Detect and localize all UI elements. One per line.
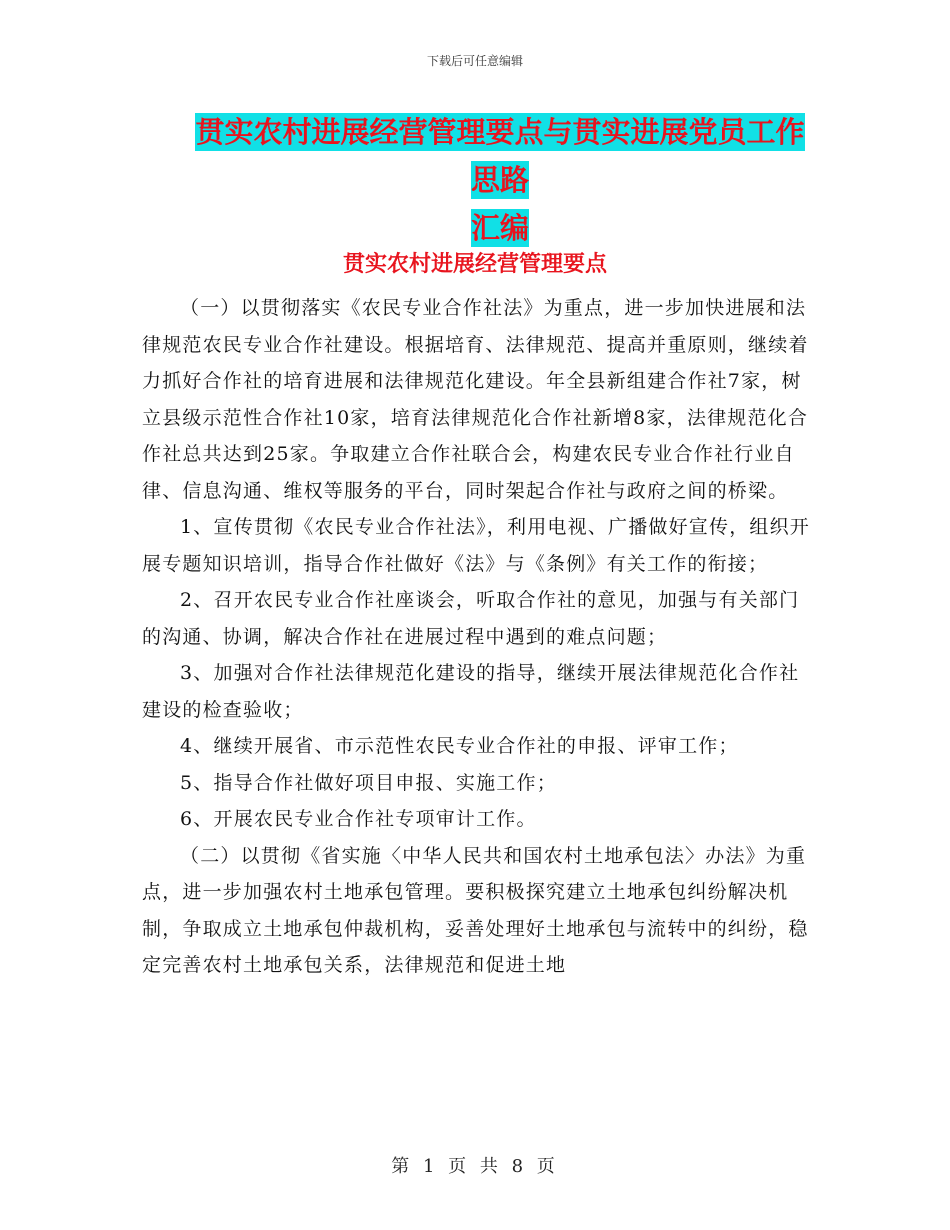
- page-footer: 第 1 页 共 8 页: [391, 1156, 559, 1177]
- document-body: [142, 290, 810, 984]
- paragraph: 1、宣传贯彻《农民专业合作社法》，利用电视、广播做好宣传，组织开展专题知识培训，指导合作社做好《法》与《条例》有关工作的衔接；: [142, 516, 810, 575]
- title-line-2: 汇编: [470, 211, 529, 245]
- page-header-note: 下载后可任意编辑: [426, 54, 523, 68]
- paragraph: （二）以贯彻《省实施〈中华人民共和国农村土地承包法〉办法》为重点，进一步加强农村土地承包管理。要积极探究建立土地承包纠纷解决机制，争取成立土地承包仲裁机构，妥善处理好土地承包与流转中的纠纷，稳定完善农村土地承包关系，法律规范和促进土地: [142, 844, 809, 976]
- paragraph: 2、召开农民专业合作社座谈会，听取合作社的意见，加强与有关部门的沟通、协调，解决合作社在进展过程中遇到的难点问题；: [142, 589, 800, 648]
- paragraph: 5、指导合作社做好项目申报、实施工作；: [180, 771, 557, 794]
- section-title: 贯实农村进展经营管理要点: [342, 252, 607, 277]
- paragraph: 3、加强对合作社法律规范化建设的指导，继续开展法律规范化合作社建设的检查验收；: [142, 662, 800, 721]
- paragraph: 4、继续开展省、市示范性农民专业合作社的申报、评审工作；: [180, 735, 739, 757]
- title-line-1: 贯实农村进展经营管理要点与贯实进展党员工作思路: [195, 115, 805, 197]
- paragraph: 6、开展农民专业合作社专项审计工作。: [180, 808, 537, 830]
- paragraph: （一）以贯彻落实《农民专业合作社法》为重点，进一步加快进展和法律规范农民专业合作社建设。根据培育、法律规范、提高并重原则，继续着力抓好合作社的培育进展和法律规范化建设。年全县新组建合作社7家，树立县级示范性合作社10家，培育法律规范化合作社新增8家，法律规范化合作社总共达到25家。争取建立合作社联合会，构建农民专业合作社行业自律、信息沟通、维权等服务的平台，同时架起合作社与政府之间的桥梁。: [142, 297, 809, 502]
- document-title: [190, 108, 810, 252]
